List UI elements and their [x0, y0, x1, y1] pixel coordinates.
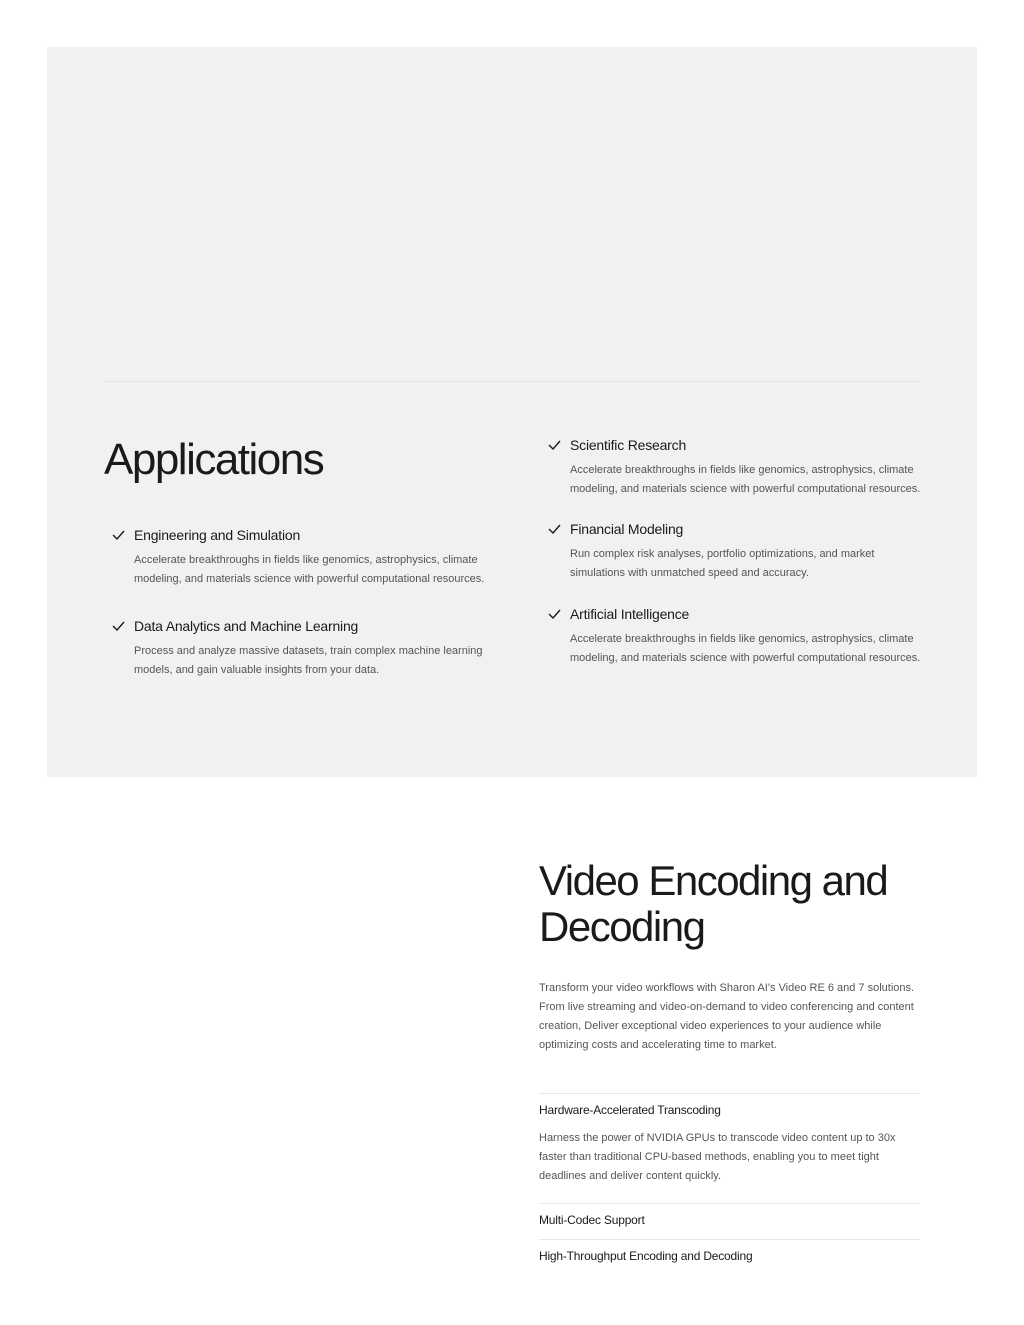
application-item-engineering — [134, 525, 494, 589]
feature-title-multi-codec[interactable]: Multi-Codec Support — [539, 1213, 645, 1227]
feature-title-high-throughput[interactable]: High-Throughput Encoding and Decoding — [539, 1249, 753, 1263]
application-item-title: Artificial Intelligence — [570, 606, 690, 622]
feature-divider — [539, 1203, 920, 1204]
application-item-desc: Process and analyze massive datasets, train complex machine learning models, and gain valuable insights from your data. — [134, 645, 483, 676]
feature-divider — [539, 1239, 920, 1240]
application-item-scientific-research — [570, 435, 930, 499]
applications-title: Applications — [104, 435, 324, 484]
application-item-desc: Accelerate breakthroughs in fields like genomics, astrophysics, climate modeling, and materials science with powerful computational resources. — [134, 554, 485, 585]
application-item-desc: Accelerate breakthroughs in fields like genomics, astrophysics, climate modeling, and materials science with powerful computational resources. — [570, 464, 921, 495]
check-icon — [548, 522, 570, 536]
application-item-title: Engineering and Simulation — [134, 527, 301, 543]
application-item-desc: Accelerate breakthroughs in fields like genomics, astrophysics, climate modeling, and materials science with powerful computational resources. — [570, 633, 921, 664]
feature-title-transcoding[interactable]: Hardware-Accelerated Transcoding — [539, 1103, 721, 1117]
video-section-title: Video Encoding and Decoding — [539, 857, 888, 950]
section-divider — [104, 381, 920, 382]
application-item-title: Financial Modeling — [570, 521, 684, 537]
application-item-desc: Run complex risk analyses, portfolio optimizations, and market simulations with unmatched speed and accuracy. — [570, 548, 875, 579]
check-icon — [112, 528, 134, 542]
check-icon — [112, 619, 134, 633]
video-section-desc: Transform your video workflows with Sharon AI's Video RE 6 and 7 solutions. From live streaming and video-on-demand to video conferencing and content creation, Deliver exceptional video experiences to your audience while optimizing costs and accelerating time to market. — [539, 982, 915, 1051]
feature-divider — [539, 1093, 920, 1094]
application-item-financial-modeling — [570, 519, 900, 583]
feature-desc-transcoding: Harness the power of NVIDIA GPUs to transcode video content up to 30x faster than traditional CPU-based methods, enabling you to meet tight deadlines and deliver content quickly. — [539, 1132, 896, 1182]
check-icon — [548, 607, 570, 621]
application-item-artificial-intelligence — [570, 604, 930, 668]
application-item-data-analytics — [134, 616, 494, 680]
application-item-title: Scientific Research — [570, 437, 687, 453]
check-icon — [548, 438, 570, 452]
application-item-title: Data Analytics and Machine Learning — [134, 618, 359, 634]
